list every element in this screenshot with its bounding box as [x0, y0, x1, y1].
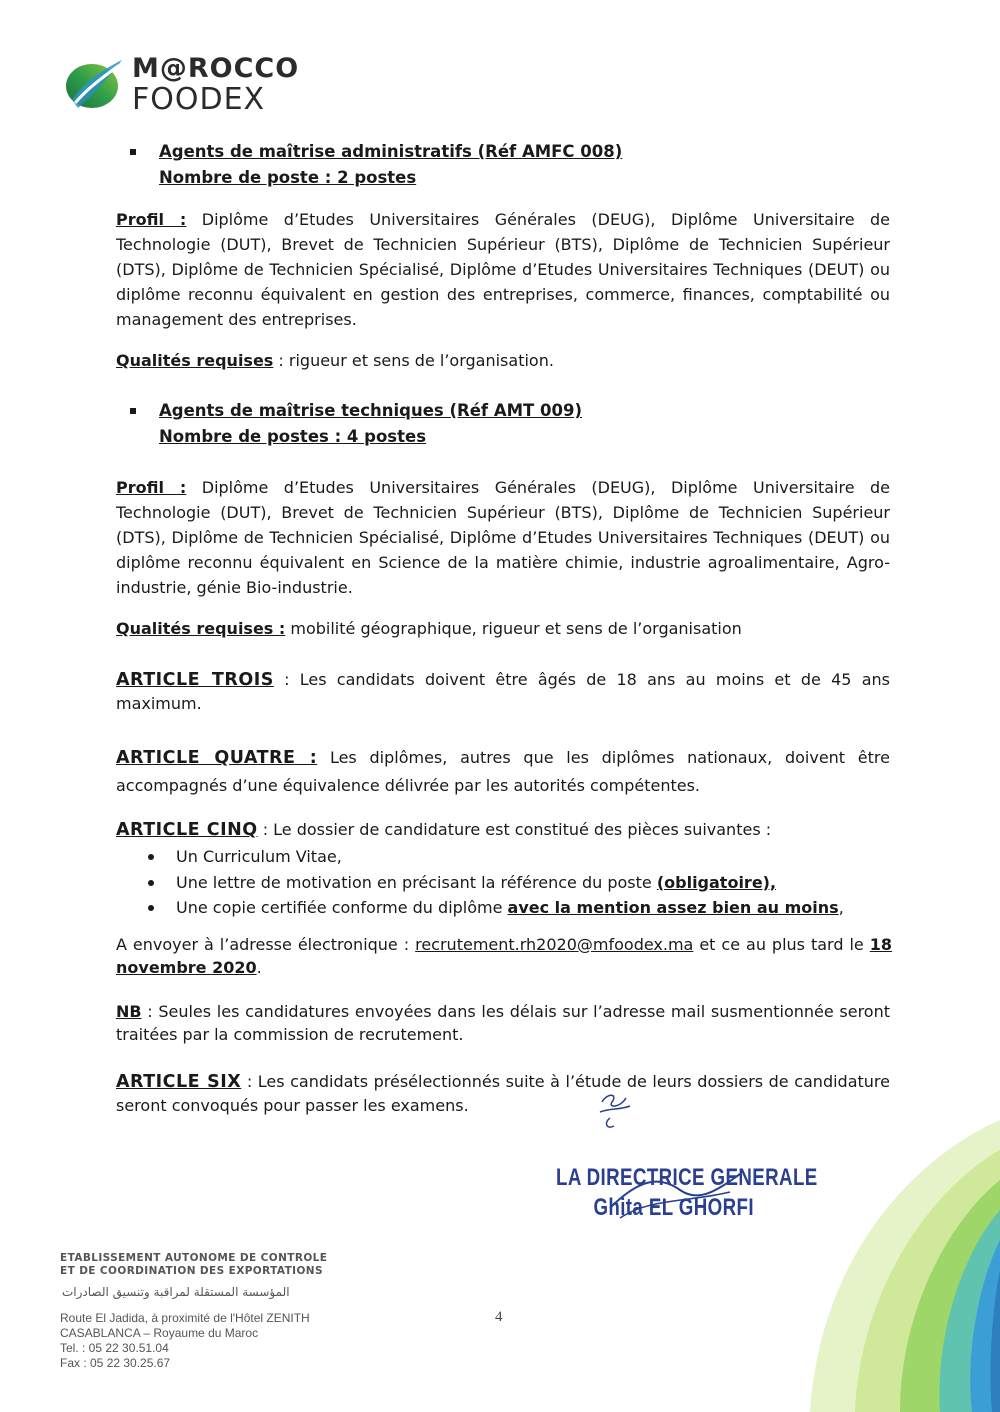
article-quatre [116, 744, 890, 800]
footer-org-line2: ET DE COORDINATION DES EXPORTATIONS [60, 1265, 323, 1277]
nb-text: : Seules les candidatures envoyées dans les délais sur l’adresse mail susmentionnée seront traitées par la commission de recrutement. [116, 1002, 890, 1044]
section-amfc-heading [130, 139, 622, 191]
list-item-text: Un Curriculum Vitae, [176, 847, 342, 866]
article-cinq-label: ARTICLE CINQ [116, 820, 258, 840]
deadline-date: 18 novembre 2020 [116, 934, 893, 977]
footer-phone: Tel. : 05 22 30.51.04 [60, 1341, 169, 1355]
list-item [116, 895, 892, 921]
section-amt-heading [130, 398, 582, 450]
list-item-emphasis: avec la mention assez bien au moins [507, 898, 839, 917]
footer-address [60, 1311, 310, 1371]
profil-label: Profil : [116, 210, 187, 229]
article-quatre-label: ARTICLE QUATRE : [116, 748, 318, 768]
list-item-text: Une copie certifiée conforme du diplôme [176, 898, 508, 917]
logo-text-morocco: M@ROCCO [132, 53, 300, 84]
bullet-dot [148, 905, 154, 911]
section-amt-qualites [116, 616, 890, 641]
list-item-text: Une lettre de motivation en précisant la référence du poste [176, 872, 657, 892]
send-text: A envoyer à l’adresse électronique : [116, 934, 416, 954]
nb-label: NB [116, 1002, 142, 1021]
footer-address-line2: CASABLANCA – Royaume du Maroc [60, 1326, 259, 1340]
section-amt-profil [116, 475, 890, 600]
logo-leaf-icon [62, 52, 126, 116]
profil-text: Diplôme d’Etudes Universitaires Générales (DEUG), Diplôme Universitaire de Technologie (DUT), Brevet de Technicien Supérieur (BTS), Diplôme de Technicien Supérieur (DTS), Diplôme de Technicien Spécialisé, Diplôme d’Etudes Universitaires Techniques (DEUT) ou diplôme reconnu équivalent en Science de la matière chimie, industrie agroalimentaire, Agro-industrie, génie Bio-industrie. [116, 478, 890, 597]
article-cinq-text: : Le dossier de candidature est constitué des pièces suivantes : [257, 820, 772, 839]
article-six-label: ARTICLE SIX [116, 1072, 242, 1092]
section-amt-title: Agents de maîtrise techniques (Réf AMT 009) [159, 401, 582, 420]
qualites-text: : rigueur et sens de l’organisation. [273, 351, 554, 370]
bullet-square [130, 408, 136, 414]
footer-org-line1: ETABLISSEMENT AUTONOME DE CONTROLE [60, 1252, 328, 1264]
article-six [116, 1070, 890, 1117]
qualites-label: Qualités requises [116, 351, 274, 370]
article-trois-label: ARTICLE TROIS [116, 670, 274, 690]
send-instructions [116, 933, 892, 979]
bullet-dot [148, 880, 154, 886]
signature-name: Ghita EL GHORFI [593, 1194, 754, 1221]
list-item-emphasis: (obligatoire), [656, 872, 777, 892]
morocco-foodex-logo [62, 52, 312, 122]
signature-title: LA DIRECTRICE GENERALE [556, 1164, 818, 1191]
bullet-dot [148, 854, 154, 860]
decorative-waves [760, 1120, 1000, 1412]
list-item-after: , [838, 898, 844, 917]
send-end: . [256, 957, 262, 977]
bullet-square [130, 149, 136, 155]
pieces-list [116, 844, 892, 921]
section-amfc-qualites [116, 348, 890, 373]
logo-text-foodex: FOODEX [132, 82, 266, 117]
article-quatre-text: Les diplômes, autres que les diplômes nationaux, doivent être accompagnés d’une équivalence délivrée par les autorités compétentes. [116, 748, 890, 795]
email-link[interactable]: recrutement.rh2020@mfoodex.ma [415, 934, 694, 954]
footer-organization [60, 1252, 327, 1278]
footer-address-line1: Route El Jadida, à proximité de l'Hôtel ZENITH [60, 1311, 310, 1325]
section-amt-positions: Nombre de postes : 4 postes [159, 427, 427, 446]
profil-label: Profil : [116, 478, 187, 497]
qualites-text: mobilité géographique, rigueur et sens de l’organisation [285, 619, 742, 638]
list-item [116, 844, 892, 870]
send-text-2: et ce au plus tard le [693, 934, 870, 954]
section-amfc-positions: Nombre de poste : 2 postes [159, 168, 417, 187]
initials-scribble [596, 1088, 636, 1132]
nb-note [116, 1000, 890, 1046]
page-number: 4 [495, 1309, 503, 1325]
qualites-label: Qualités requises : [116, 619, 286, 638]
article-cinq [116, 817, 892, 979]
signature-scribble [600, 1168, 750, 1228]
section-amfc-title: Agents de maîtrise administratifs (Réf AMFC 008) [159, 142, 623, 161]
article-trois-text: : Les candidats doivent être âgés de 18 ans au moins et de 45 ans maximum. [116, 670, 890, 713]
article-trois [116, 668, 890, 716]
list-item [116, 870, 892, 896]
profil-text: Diplôme d’Etudes Universitaires Générales (DEUG), Diplôme Universitaire de Technologie (DUT), Brevet de Technicien Supérieur (BTS), Diplôme de Technicien Supérieur (DTS), Diplôme de Technicien Spécialisé, Diplôme d’Etudes Universitaires Techniques (DEUT) ou diplôme reconnu équivalent en gestion des entreprises, commerce, finances, comptabilité ou management des entreprises. [116, 210, 890, 329]
footer-arabic-name: المؤسسة المستقلة لمراقبة وتنسيق الصادرات [62, 1285, 290, 1299]
article-six-text: : Les candidats présélectionnés suite à l’étude de leurs dossiers de candidature seront convoqués pour passer les examens. [116, 1072, 890, 1115]
footer-fax: Fax : 05 22 30.25.67 [60, 1356, 171, 1370]
section-amfc-profil [116, 207, 890, 332]
